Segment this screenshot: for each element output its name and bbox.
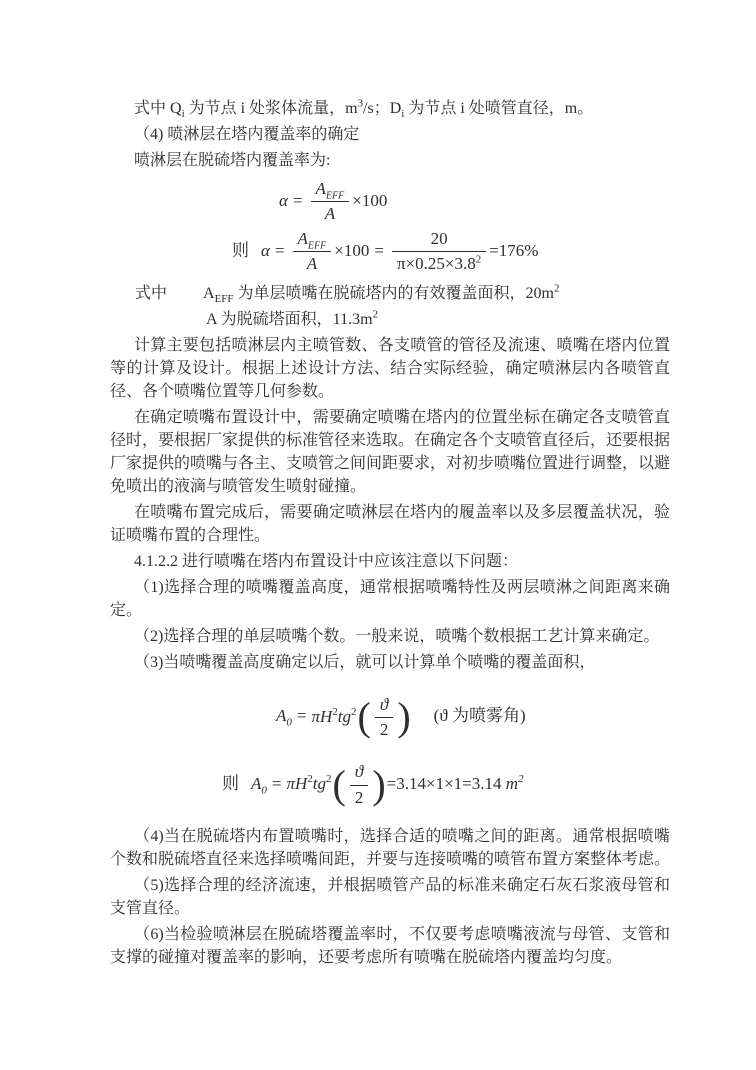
equals-sign: = (274, 240, 285, 260)
superscript-2: 2 (518, 773, 524, 786)
superscript-2: 2 (307, 773, 313, 786)
fraction-20-over-area (392, 228, 486, 276)
fraction-numerator: ϑ (350, 761, 369, 785)
formula-alpha-calculation (232, 228, 670, 276)
heading-item-4: （4) 喷淋层在塔内覆盖率的确定 (134, 126, 360, 143)
paragraph-note-4: （4)当在脱硫塔内布置喷嘴时，选择合适的喷嘴之间的距离。通常根据喷嘴个数和脱硫塔直径来选择喷嘴间距，并要与连接喷嘴的喷管布置方案整体考虑。 (110, 828, 671, 869)
paragraph-note-2: （2)选择合理的单层喷嘴个数。一般来说，喷嘴个数根据工艺计算来确定。 (134, 627, 660, 645)
text-run: A 为脱硫塔面积，11.3m (206, 310, 373, 328)
fraction-denominator (311, 202, 350, 225)
superscript-2: 2 (351, 705, 357, 718)
text-run: 为节点 i 处浆体流量，m (184, 100, 358, 117)
formula-nozzle-area-definition (276, 694, 670, 742)
fraction-numerator (311, 178, 350, 202)
subscript: i (401, 108, 405, 121)
variable-a: A (324, 204, 336, 224)
alpha-symbol: α (261, 240, 270, 260)
then-label: 则 (232, 240, 249, 260)
equals-sign: = (296, 706, 307, 726)
fraction-numerator: 20 (392, 228, 486, 252)
equals-sign: = (271, 774, 282, 794)
paragraph-note-3: （3)当喷嘴覆盖高度确定以后，就可以计算单个喷嘴的覆盖面积， (134, 653, 596, 671)
subscript-eff: EFF (307, 240, 327, 252)
variable-a: A (315, 179, 326, 198)
text-run: A (203, 284, 215, 302)
text-run: 式中 (135, 284, 168, 302)
fraction-numerator (293, 228, 332, 252)
paragraph-note-1: （1)选择合理的喷嘴覆盖高度，通常根据喷嘴特性及两层喷淋之间距离来确定。 (110, 578, 670, 619)
fraction-denominator: 2 (354, 787, 364, 807)
term-pi-h: πH (311, 706, 333, 726)
subscript: EFF (214, 292, 234, 305)
result-value: =3.14×1×1=3.14 (386, 774, 506, 794)
subscript-0: 0 (286, 716, 292, 729)
subscript-eff: EFF (325, 190, 345, 202)
result-value: =176% (489, 240, 539, 260)
times-100-factor: ×100 (334, 240, 370, 260)
variable-a0 (251, 774, 267, 797)
fraction-aeff-over-a (293, 228, 332, 276)
fraction-theta-over-2 (350, 761, 369, 809)
times-100-factor: ×100 (352, 190, 388, 210)
term-tg: tg (337, 706, 352, 726)
term-pi-h: πH (286, 774, 308, 794)
subscript: i (181, 108, 185, 121)
variable-a: A (276, 706, 287, 726)
paragraph-coverage-intro: 喷淋层在脱硫塔内覆盖率为: (134, 152, 331, 169)
paragraph-nozzle-layout: 在确定喷嘴布置设计中，需要确定喷嘴在塔内的位置坐标在确定各支喷管直径时，要根据厂家提供的标准管径来选取。在确定各个支喷管直径后，还要根据厂家提供的喷嘴与各主、支喷管之间间距要求，对初步喷嘴位置进行调整，以避免喷出的液滴与喷管发生喷射碰撞。 (110, 408, 671, 495)
superscript: 2 (372, 308, 379, 321)
fraction-theta-over-2 (375, 694, 394, 742)
superscript-2: 2 (475, 253, 482, 266)
term-tg: tg (312, 774, 327, 794)
equals-sign: = (374, 240, 384, 260)
text-run: /s；D (363, 100, 402, 117)
heading-section-4122: 4.1.2.2 进行喷嘴在塔内布置设计中应该注意以下问题： (134, 552, 519, 570)
paragraph-note-5: （5)选择合理的经济流速，并根据喷管产品的标准来确定石灰石浆液母管和支管直径。 (110, 877, 670, 918)
variable-a: A (251, 774, 262, 794)
fraction-denominator: 2 (379, 719, 389, 739)
superscript-2: 2 (326, 773, 332, 786)
fraction-aeff-over-a (311, 178, 350, 226)
close-parenthesis: ) (397, 694, 411, 740)
superscript-2: 2 (332, 705, 338, 718)
fraction-denominator (293, 252, 332, 275)
then-label: 则 (222, 774, 239, 794)
formula-alpha-definition (279, 178, 670, 226)
fraction-denominator (392, 252, 486, 275)
close-parenthesis: ) (372, 762, 386, 808)
formula-nozzle-area-calculation (222, 761, 670, 809)
variable-a0 (276, 706, 292, 729)
equals-sign: = (292, 190, 303, 210)
paragraph-note-6: （6)当检验喷淋层在脱硫塔覆盖率时，不仅要考虑喷嘴液流与母管、支管和支撑的碰撞对覆盖率的影响，还要考虑所有喷嘴在脱硫塔内覆盖均匀度。 (110, 926, 670, 967)
variable-a: A (297, 228, 308, 248)
denominator-expression: π×0.25×3.8 (396, 254, 476, 274)
superscript: 2 (554, 282, 560, 295)
subscript-0: 0 (261, 784, 267, 797)
paragraph-verify-coverage: 在喷嘴布置完成后，需要确定喷淋层在塔内的履盖率以及多层覆盖状况，验证喷嘴布置的合理性。 (110, 503, 670, 544)
fraction-numerator: ϑ (375, 694, 394, 718)
text-run: 为节点 i 处喷管直径，m。 (404, 100, 594, 117)
definition-aeff (110, 282, 670, 305)
paragraph-flow-units (110, 97, 670, 120)
spray-angle-note: (ϑ 为喷雾角) (433, 706, 526, 726)
paragraph-calculation-scope: 计算主要包括喷淋层内主喷管数、各支喷管的管径及流速、喷嘴在塔内位置等的计算及设计。根据上述设计方法、结合实际经验，确定喷淋层内各喷管直径、各个喷嘴位置等几何参数。 (110, 336, 670, 400)
text-run: 式中 Q (134, 100, 182, 117)
definition-a (110, 308, 670, 331)
variable-a: A (306, 254, 318, 274)
superscript: 3 (357, 97, 364, 110)
open-parenthesis: ( (357, 694, 371, 740)
text-run: 为单层喷嘴在脱硫塔内的有效覆盖面积，20m (233, 284, 554, 302)
unit-m: m (505, 774, 519, 794)
alpha-symbol: α (279, 190, 288, 210)
open-parenthesis: ( (332, 762, 346, 808)
